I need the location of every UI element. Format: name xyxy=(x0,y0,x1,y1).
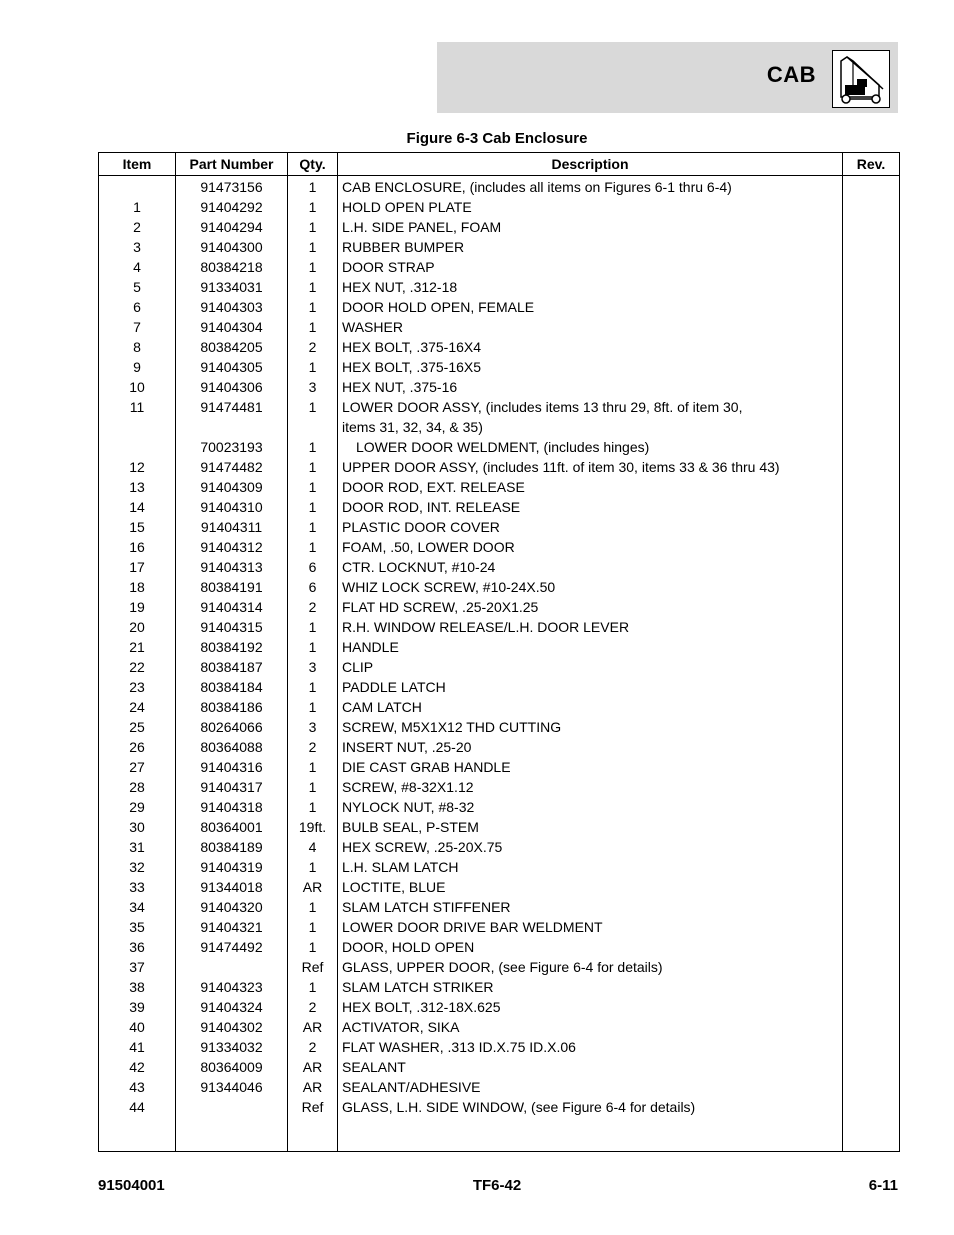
table-row xyxy=(99,1057,900,1077)
description-cell: SEALANT xyxy=(338,1057,843,1077)
part-number-cell: 91344046 xyxy=(176,1077,288,1097)
empty-cell xyxy=(338,1117,843,1152)
qty-cell: AR xyxy=(288,1017,338,1037)
part-number-cell: 80384189 xyxy=(176,837,288,857)
item-cell: 37 xyxy=(99,957,176,977)
item-cell: 27 xyxy=(99,757,176,777)
item-cell: 1 xyxy=(99,197,176,217)
item-cell: 15 xyxy=(99,517,176,537)
part-number-cell: 91404314 xyxy=(176,597,288,617)
qty-cell: 1 xyxy=(288,977,338,997)
item-cell: 12 xyxy=(99,457,176,477)
part-number-cell: 91334031 xyxy=(176,277,288,297)
part-number-cell: 80384187 xyxy=(176,657,288,677)
part-number-cell: 91404318 xyxy=(176,797,288,817)
col-header-part-number: Part Number xyxy=(176,153,288,176)
part-number-cell: 91404309 xyxy=(176,477,288,497)
qty-cell: 1 xyxy=(288,857,338,877)
part-number-cell: 80384205 xyxy=(176,337,288,357)
item-cell: 17 xyxy=(99,557,176,577)
description-cell xyxy=(338,397,843,437)
part-number-cell: 91404294 xyxy=(176,217,288,237)
qty-cell: 1 xyxy=(288,757,338,777)
rev-cell xyxy=(843,337,900,357)
description-cell: HEX SCREW, .25-20X.75 xyxy=(338,837,843,857)
table-row xyxy=(99,597,900,617)
part-number-cell: 91404306 xyxy=(176,377,288,397)
table-row xyxy=(99,217,900,237)
item-cell: 31 xyxy=(99,837,176,857)
rev-cell xyxy=(843,977,900,997)
qty-cell: 1 xyxy=(288,897,338,917)
table-row xyxy=(99,497,900,517)
table-row xyxy=(99,176,900,198)
qty-cell: 1 xyxy=(288,617,338,637)
figure-title: Figure 6-3 Cab Enclosure xyxy=(406,130,588,147)
rev-cell xyxy=(843,517,900,537)
footer-model-code: TF6-42 xyxy=(472,1177,522,1194)
rev-cell xyxy=(843,697,900,717)
item-cell: 9 xyxy=(99,357,176,377)
part-number-cell: 80264066 xyxy=(176,717,288,737)
part-number-cell: 80364088 xyxy=(176,737,288,757)
table-row xyxy=(99,737,900,757)
table-row xyxy=(99,537,900,557)
rev-cell xyxy=(843,877,900,897)
rev-cell xyxy=(843,557,900,577)
rev-cell xyxy=(843,197,900,217)
part-number-cell: 91404316 xyxy=(176,757,288,777)
part-number-cell: 91474481 xyxy=(176,397,288,437)
table-row xyxy=(99,637,900,657)
rev-cell xyxy=(843,657,900,677)
item-cell: 5 xyxy=(99,277,176,297)
item-cell xyxy=(99,437,176,457)
part-number-cell: 80384218 xyxy=(176,257,288,277)
rev-cell xyxy=(843,217,900,237)
part-number-cell: 70023193 xyxy=(176,437,288,457)
rev-cell xyxy=(843,577,900,597)
description-cell: HOLD OPEN PLATE xyxy=(338,197,843,217)
rev-cell xyxy=(843,617,900,637)
rev-cell xyxy=(843,1057,900,1077)
description-line: LOWER DOOR ASSY, (includes items 13 thru 29, 8ft. of item 30, xyxy=(342,399,743,415)
part-number-cell: 91404311 xyxy=(176,517,288,537)
qty-cell: 6 xyxy=(288,577,338,597)
item-cell: 28 xyxy=(99,777,176,797)
table-row xyxy=(99,557,900,577)
qty-cell: 1 xyxy=(288,237,338,257)
description-cell: NYLOCK NUT, #8-32 xyxy=(338,797,843,817)
table-row xyxy=(99,897,900,917)
item-cell: 29 xyxy=(99,797,176,817)
qty-cell: 3 xyxy=(288,377,338,397)
description-cell: RUBBER BUMPER xyxy=(338,237,843,257)
qty-cell: 3 xyxy=(288,717,338,737)
description-cell: HEX BOLT, .375-16X4 xyxy=(338,337,843,357)
description-cell: PLASTIC DOOR COVER xyxy=(338,517,843,537)
part-number-cell: 80384191 xyxy=(176,577,288,597)
table-row xyxy=(99,397,900,437)
description-cell: LOWER DOOR DRIVE BAR WELDMENT xyxy=(338,917,843,937)
table-row xyxy=(99,937,900,957)
qty-cell: AR xyxy=(288,1077,338,1097)
table-row xyxy=(99,377,900,397)
description-cell: CLIP xyxy=(338,657,843,677)
item-cell: 32 xyxy=(99,857,176,877)
table-row xyxy=(99,1017,900,1037)
part-number-cell: 91404304 xyxy=(176,317,288,337)
part-number-cell: 91404303 xyxy=(176,297,288,317)
table-row xyxy=(99,437,900,457)
item-cell: 35 xyxy=(99,917,176,937)
description-cell: CAB ENCLOSURE, (includes all items on Figures 6-1 thru 6-4) xyxy=(338,176,843,198)
part-number-cell: 91404292 xyxy=(176,197,288,217)
table-row xyxy=(99,357,900,377)
qty-cell: 4 xyxy=(288,837,338,857)
description-cell: SCREW, M5X1X12 THD CUTTING xyxy=(338,717,843,737)
rev-cell xyxy=(843,677,900,697)
item-cell: 16 xyxy=(99,537,176,557)
part-number-cell: 91404315 xyxy=(176,617,288,637)
description-cell: GLASS, UPPER DOOR, (see Figure 6-4 for details) xyxy=(338,957,843,977)
description-cell: HEX NUT, .375-16 xyxy=(338,377,843,397)
item-cell: 42 xyxy=(99,1057,176,1077)
item-cell: 43 xyxy=(99,1077,176,1097)
rev-cell xyxy=(843,457,900,477)
table-row xyxy=(99,797,900,817)
table-row xyxy=(99,197,900,217)
description-cell: LOWER DOOR WELDMENT, (includes hinges) xyxy=(338,437,843,457)
rev-cell xyxy=(843,797,900,817)
table-row xyxy=(99,957,900,977)
qty-cell: 1 xyxy=(288,176,338,198)
rev-cell xyxy=(843,277,900,297)
part-number-cell: 91404323 xyxy=(176,977,288,997)
qty-cell: 1 xyxy=(288,297,338,317)
rev-cell xyxy=(843,817,900,837)
description-cell: SCREW, #8-32X1.12 xyxy=(338,777,843,797)
qty-cell: 1 xyxy=(288,637,338,657)
description-cell: HEX BOLT, .312-18X.625 xyxy=(338,997,843,1017)
rev-cell xyxy=(843,997,900,1017)
rev-cell xyxy=(843,357,900,377)
rev-cell xyxy=(843,237,900,257)
item-cell: 13 xyxy=(99,477,176,497)
table-row xyxy=(99,477,900,497)
rev-cell xyxy=(843,497,900,517)
part-number-cell: 91474492 xyxy=(176,937,288,957)
qty-cell: 1 xyxy=(288,777,338,797)
rev-cell xyxy=(843,957,900,977)
rev-cell xyxy=(843,597,900,617)
table-row xyxy=(99,757,900,777)
table-header-row xyxy=(99,153,900,176)
table-row xyxy=(99,877,900,897)
empty-cell xyxy=(176,1117,288,1152)
qty-cell: 6 xyxy=(288,557,338,577)
qty-cell: 1 xyxy=(288,397,338,437)
section-header xyxy=(437,42,898,113)
rev-cell xyxy=(843,1017,900,1037)
table-row xyxy=(99,1077,900,1097)
table-row xyxy=(99,657,900,677)
part-number-cell: 80384184 xyxy=(176,677,288,697)
rev-cell xyxy=(843,397,900,437)
item-cell xyxy=(99,176,176,198)
description-cell: SLAM LATCH STIFFENER xyxy=(338,897,843,917)
part-number-cell: 91404302 xyxy=(176,1017,288,1037)
item-cell: 10 xyxy=(99,377,176,397)
description-cell: DOOR, HOLD OPEN xyxy=(338,937,843,957)
description-cell: ACTIVATOR, SIKA xyxy=(338,1017,843,1037)
item-cell: 8 xyxy=(99,337,176,357)
item-cell: 41 xyxy=(99,1037,176,1057)
table-row xyxy=(99,457,900,477)
part-number-cell: 91404321 xyxy=(176,917,288,937)
table-row xyxy=(99,997,900,1017)
rev-cell xyxy=(843,857,900,877)
col-header-item: Item xyxy=(99,153,176,176)
table-row xyxy=(99,297,900,317)
part-number-cell: 91473156 xyxy=(176,176,288,198)
rev-cell xyxy=(843,1097,900,1117)
part-number-cell: 91404305 xyxy=(176,357,288,377)
part-number-cell: 91404300 xyxy=(176,237,288,257)
qty-cell: 2 xyxy=(288,337,338,357)
item-cell: 6 xyxy=(99,297,176,317)
table-row xyxy=(99,697,900,717)
table-row xyxy=(99,677,900,697)
item-cell: 2 xyxy=(99,217,176,237)
part-number-cell: 80364001 xyxy=(176,817,288,837)
table-row xyxy=(99,1037,900,1057)
item-cell: 20 xyxy=(99,617,176,637)
rev-cell xyxy=(843,317,900,337)
description-cell: DOOR ROD, EXT. RELEASE xyxy=(338,477,843,497)
part-number-cell: 91404310 xyxy=(176,497,288,517)
description-cell: SEALANT/ADHESIVE xyxy=(338,1077,843,1097)
rev-cell xyxy=(843,176,900,198)
part-number-cell xyxy=(176,1097,288,1117)
part-number-cell xyxy=(176,957,288,977)
cab-machine-icon xyxy=(832,50,890,108)
rev-cell xyxy=(843,777,900,797)
rev-cell xyxy=(843,837,900,857)
table-row xyxy=(99,837,900,857)
rev-cell xyxy=(843,257,900,277)
footer-document-number: 91504001 xyxy=(98,1177,165,1194)
part-number-cell: 91404312 xyxy=(176,537,288,557)
qty-cell: Ref xyxy=(288,1097,338,1117)
description-cell: WHIZ LOCK SCREW, #10-24X.50 xyxy=(338,577,843,597)
qty-cell: 2 xyxy=(288,997,338,1017)
qty-cell: AR xyxy=(288,877,338,897)
description-cell: L.H. SIDE PANEL, FOAM xyxy=(338,217,843,237)
table-row xyxy=(99,1097,900,1117)
qty-cell: 3 xyxy=(288,657,338,677)
description-cell: BULB SEAL, P-STEM xyxy=(338,817,843,837)
qty-cell: 1 xyxy=(288,477,338,497)
qty-cell: 19ft. xyxy=(288,817,338,837)
qty-cell: 1 xyxy=(288,457,338,477)
table-row xyxy=(99,257,900,277)
table-row xyxy=(99,857,900,877)
section-title: CAB xyxy=(766,62,816,87)
description-cell: CAM LATCH xyxy=(338,697,843,717)
table-row xyxy=(99,577,900,597)
part-number-cell: 91344018 xyxy=(176,877,288,897)
description-cell: HANDLE xyxy=(338,637,843,657)
table-row xyxy=(99,917,900,937)
item-cell: 4 xyxy=(99,257,176,277)
qty-cell: 1 xyxy=(288,437,338,457)
item-cell: 39 xyxy=(99,997,176,1017)
table-row xyxy=(99,517,900,537)
item-cell: 23 xyxy=(99,677,176,697)
rev-cell xyxy=(843,477,900,497)
part-number-cell: 80384192 xyxy=(176,637,288,657)
item-cell: 22 xyxy=(99,657,176,677)
qty-cell: 1 xyxy=(288,797,338,817)
col-header-description: Description xyxy=(338,153,843,176)
item-cell: 18 xyxy=(99,577,176,597)
qty-cell: 1 xyxy=(288,917,338,937)
description-cell: FLAT WASHER, .313 ID.X.75 ID.X.06 xyxy=(338,1037,843,1057)
table-row xyxy=(99,317,900,337)
rev-cell xyxy=(843,637,900,657)
rev-cell xyxy=(843,437,900,457)
description-cell: UPPER DOOR ASSY, (includes 11ft. of item 30, items 33 & 36 thru 43) xyxy=(338,457,843,477)
table-row xyxy=(99,717,900,737)
table-filler-row xyxy=(99,1117,900,1152)
part-number-cell: 91404319 xyxy=(176,857,288,877)
part-number-cell: 91404320 xyxy=(176,897,288,917)
item-cell: 11 xyxy=(99,397,176,437)
rev-cell xyxy=(843,737,900,757)
qty-cell: 1 xyxy=(288,197,338,217)
item-cell: 19 xyxy=(99,597,176,617)
part-number-cell: 91404324 xyxy=(176,997,288,1017)
item-cell: 24 xyxy=(99,697,176,717)
qty-cell: 1 xyxy=(288,497,338,517)
rev-cell xyxy=(843,937,900,957)
description-cell: GLASS, L.H. SIDE WINDOW, (see Figure 6-4 for details) xyxy=(338,1097,843,1117)
item-cell: 34 xyxy=(99,897,176,917)
empty-cell xyxy=(288,1117,338,1152)
description-cell: LOCTITE, BLUE xyxy=(338,877,843,897)
part-number-cell: 91334032 xyxy=(176,1037,288,1057)
qty-cell: 1 xyxy=(288,217,338,237)
item-cell: 36 xyxy=(99,937,176,957)
description-cell: WASHER xyxy=(338,317,843,337)
qty-cell: AR xyxy=(288,1057,338,1077)
rev-cell xyxy=(843,917,900,937)
col-header-rev: Rev. xyxy=(843,153,900,176)
part-number-cell: 91404313 xyxy=(176,557,288,577)
rev-cell xyxy=(843,757,900,777)
part-number-cell: 80384186 xyxy=(176,697,288,717)
item-cell: 21 xyxy=(99,637,176,657)
qty-cell: 1 xyxy=(288,517,338,537)
description-cell: INSERT NUT, .25-20 xyxy=(338,737,843,757)
table-row xyxy=(99,617,900,637)
rev-cell xyxy=(843,897,900,917)
rev-cell xyxy=(843,297,900,317)
qty-cell: 1 xyxy=(288,677,338,697)
qty-cell: 1 xyxy=(288,277,338,297)
description-cell: FOAM, .50, LOWER DOOR xyxy=(338,537,843,557)
footer-page-number: 6-11 xyxy=(868,1177,898,1194)
qty-cell: Ref xyxy=(288,957,338,977)
empty-cell xyxy=(843,1117,900,1152)
qty-cell: 2 xyxy=(288,737,338,757)
qty-cell: 2 xyxy=(288,597,338,617)
description-cell: DOOR HOLD OPEN, FEMALE xyxy=(338,297,843,317)
description-cell: SLAM LATCH STRIKER xyxy=(338,977,843,997)
item-cell: 33 xyxy=(99,877,176,897)
description-cell: CTR. LOCKNUT, #10-24 xyxy=(338,557,843,577)
part-number-cell: 91404317 xyxy=(176,777,288,797)
description-cell: DOOR STRAP xyxy=(338,257,843,277)
rev-cell xyxy=(843,717,900,737)
item-cell: 14 xyxy=(99,497,176,517)
description-cell: PADDLE LATCH xyxy=(338,677,843,697)
item-cell: 3 xyxy=(99,237,176,257)
qty-cell: 1 xyxy=(288,317,338,337)
qty-cell: 2 xyxy=(288,1037,338,1057)
rev-cell xyxy=(843,537,900,557)
item-cell: 30 xyxy=(99,817,176,837)
qty-cell: 1 xyxy=(288,357,338,377)
item-cell: 25 xyxy=(99,717,176,737)
part-number-cell: 80364009 xyxy=(176,1057,288,1077)
item-cell: 7 xyxy=(99,317,176,337)
table-row xyxy=(99,977,900,997)
item-cell: 26 xyxy=(99,737,176,757)
table-row xyxy=(99,237,900,257)
rev-cell xyxy=(843,377,900,397)
parts-table xyxy=(98,152,900,1152)
table-row xyxy=(99,277,900,297)
description-cell: HEX NUT, .312-18 xyxy=(338,277,843,297)
part-number-cell: 91474482 xyxy=(176,457,288,477)
qty-cell: 1 xyxy=(288,537,338,557)
rev-cell xyxy=(843,1077,900,1097)
description-cell: DOOR ROD, INT. RELEASE xyxy=(338,497,843,517)
col-header-qty: Qty. xyxy=(288,153,338,176)
item-cell: 38 xyxy=(99,977,176,997)
description-line: items 31, 32, 34, & 35) xyxy=(342,419,483,435)
item-cell: 44 xyxy=(99,1097,176,1117)
qty-cell: 1 xyxy=(288,257,338,277)
qty-cell: 1 xyxy=(288,937,338,957)
description-cell: L.H. SLAM LATCH xyxy=(338,857,843,877)
qty-cell: 1 xyxy=(288,697,338,717)
rev-cell xyxy=(843,1037,900,1057)
description-cell: DIE CAST GRAB HANDLE xyxy=(338,757,843,777)
table-row xyxy=(99,817,900,837)
table-row xyxy=(99,337,900,357)
empty-cell xyxy=(99,1117,176,1152)
description-cell: FLAT HD SCREW, .25-20X1.25 xyxy=(338,597,843,617)
description-cell: R.H. WINDOW RELEASE/L.H. DOOR LEVER xyxy=(338,617,843,637)
item-cell: 40 xyxy=(99,1017,176,1037)
table-row xyxy=(99,777,900,797)
description-cell: HEX BOLT, .375-16X5 xyxy=(338,357,843,377)
